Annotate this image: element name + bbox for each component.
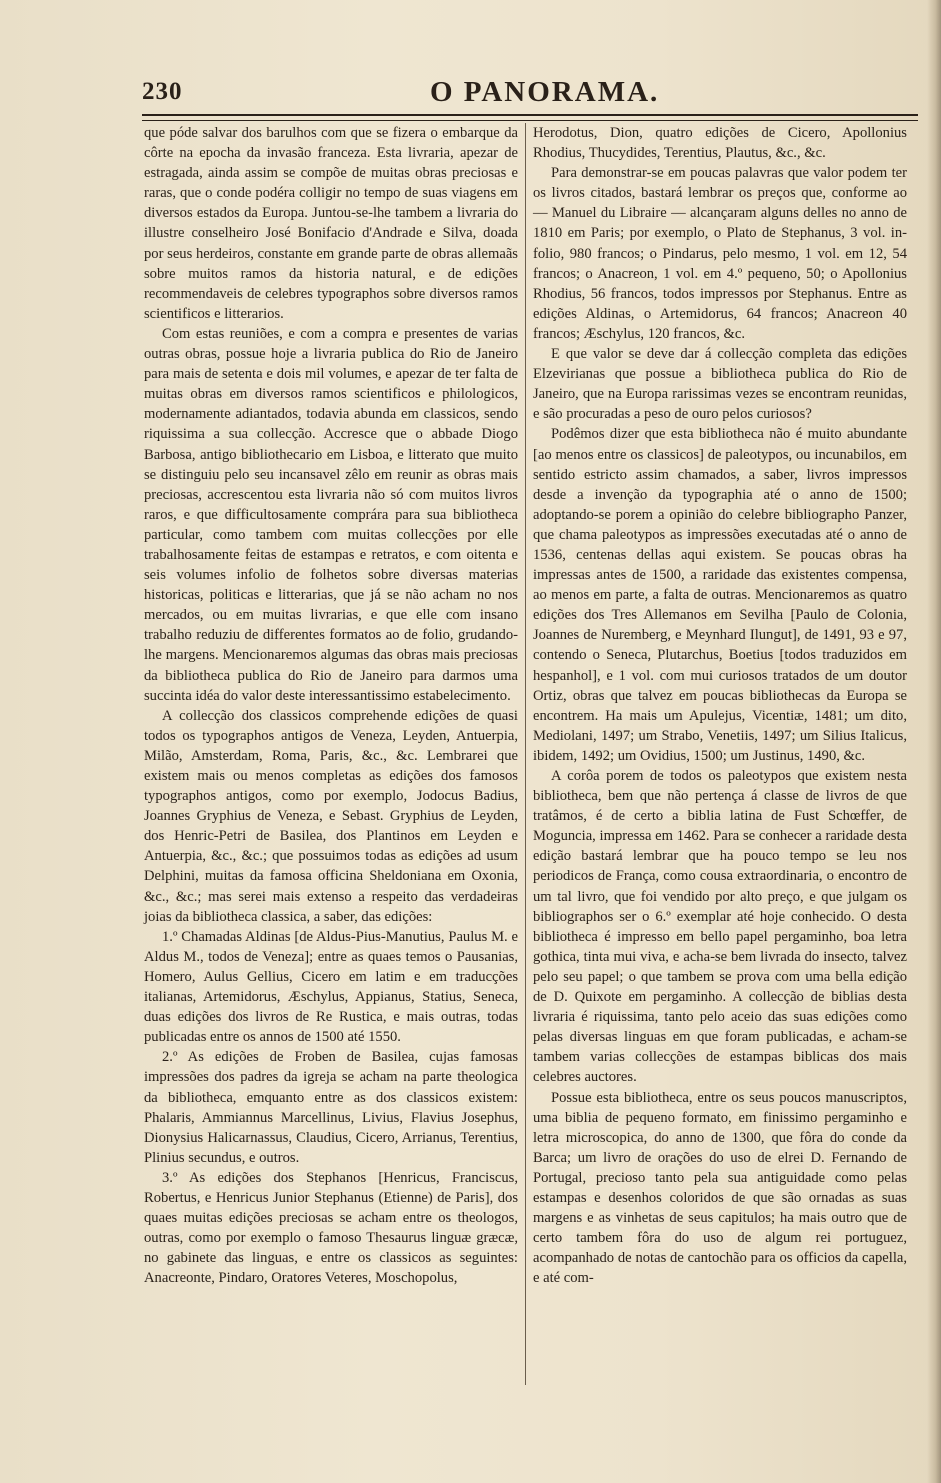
journal-title: O PANORAMA. — [430, 76, 660, 108]
page-edge-shadow — [927, 0, 941, 1483]
header-rule — [142, 114, 918, 121]
paragraph: Para demonstrar-se em poucas palavras que valor podem ter os livros citados, bastará lembrar os preços que, conforme ao — Manuel du Libraire — alcançaram alguns delles no anno de 1810 em Paris; por exemplo, o Plato de Stephanus, 3 vol. in-folio, 980 francos; o Pindarus, pelo mesmo, 1 vol. em 12, 54 francos; o Anacreon, 1 vol. em 4.º pequeno, 50; o Apollonius Rhodius, 56 francos, todos impressos por Stephanus. Entre as edições Aldinas, o Artemidorus, 64 francos; Anacreon 40 francos; Æschylus, 120 francos, &c. — [533, 165, 907, 342]
paragraph: que póde salvar dos barulhos com que se fizera o embarque da côrte na epocha da invasão franceza. Esta livraria, apezar de estragada, ainda assim se compõe de muitas obras preciosas e raras, que o conde podéra colligir no tempo de suas viagens em diversos estados da Europa. Juntou-se-lhe tambem a livraria do illustre conselheiro José Bonifacio d'Andrade e Silva, doada por seus herdeiros, constante em grande parte de obras allemaãs sobre muitos ramos da historia natural, e de edições recommendaveis de celebres typographos sobre diversos ramos scientificos e litterarios. — [144, 125, 518, 322]
paragraph: Podêmos dizer que esta bibliotheca não é muito abundante [ao menos entre os classicos] de paleotypos, ou incunabilos, em sentido estricto assim chamados, a saber, livros impressos desde a invenção da typographia até o anno de 1500; adoptando-se porem a opinião do celebre bibliographo Panzer, que chama paleotypos as impressões executadas até o anno de 1536, centenas dellas aqui existem. Se poucas obras ha impressas antes de 1500, a raridade das existentes compensa, ao menos em parte, a falta de outras. Mencionaremos as quatro edições dos Tres Allemanos em Sevilha [Paulo de Colonia, Joannes de Nuremberg, e Meynhard Ilungut], de 1491, 93 e 97, contendo o Seneca, Plutarchus, Boetius [todos traduzidos em hespanhol], e 1 vol. com mui curiosos tratados de um doutor Ortiz, obras que talvez em poucas bibliothecas da Europa se encontrem. Ha mais um Apulejus, Vicentiæ, 1481; um dito, Mediolani, 1497; um Strabo, Venetiis, 1497; um Silius Italicus, ibidem, 1492; um Ovidius, 1500; um Justinus, 1490, &c. — [533, 426, 907, 764]
right-column — [533, 123, 907, 1288]
paragraph: A corôa porem de todos os paleotypos que existem nesta bibliotheca, bem que não pertença á classe de livros de que tratâmos, é de certo a biblia latina de Fust Schœffer, de Moguncia, impressa em 1462. Para se conhecer a raridade desta edição bastará lembrar que ha pouco tempo se leu nos periodicos de França, como cousa extraordinaria, o encontro de um tal livro, que foi vendido por alto preço, e que julgam os bibliographos ser o 6.º exemplar até hoje conhecido. O desta bibliotheca é impresso em bello papel pergaminho, boa letra gothica, tinta mui viva, e acha-se bem livrada do insecto, talvez pelo seu papel; o que tambem se prova com uma bella edição de D. Quixote em pergaminho. A collecção de biblias desta livraria é riquissima, tanto pelo aceio das suas edições como pelas diversas linguas em que foram publicadas, e acham-se tambem varias collecções de estampas biblicas dos mais celebres auctores. — [533, 768, 907, 1086]
page-number: 230 — [142, 78, 183, 105]
paragraph: 2.º As edições de Froben de Basilea, cujas famosas impressões dos padres da igreja se acham na parte theologica da bibliotheca, emquanto entre as dos classicos existem: Phalaris, Ammiannus Marcellinus, Livius, Flavius Josephus, Dionysius Halicarnassus, Claudius, Cicero, Arrianus, Terentius, Plinius secundus, e outros. — [144, 1049, 518, 1166]
paragraph: E que valor se deve dar á collecção completa das edições Elzevirianas que possue a bibliotheca publica do Rio de Janeiro, que na Europa rarissimas vezes se encontram reunidas, e são procuradas a peso de ouro pelos curiosos? — [533, 346, 907, 423]
paragraph: Possue esta bibliotheca, entre os seus poucos manuscriptos, uma biblia de pequeno formato, em finissimo pergaminho e letra microscopica, do anno de 1300, que fôra do conde da Barca; um livro de orações do uso de elrei D. Fernando de Portugal, precioso tanto pela sua antiguidade como pelas estampas e desenhos coloridos de que são ornadas as suas margens e as vinhetas de seus capitulos; ha mais outro que de certo tambem fôra do uso de algum rei portuguez, acompanhado de notas de cantochão para os officios da capella, e até com- — [533, 1089, 907, 1287]
paragraph: A collecção dos classicos comprehende edições de quasi todos os typographos antigos de Veneza, Leyden, Antuerpia, Milão, Amsterdam, Roma, Paris, &c., &c. Lembrarei que existem mais ou menos completas as edições dos famosos typographos antigos, como por exemplo, Jodocus Badius, Joannes Gryphius de Veneza, e Sebast. Gryphius de Leyden, dos Henric-Petri de Basilea, dos Plantinos em Leyden e Antuerpia, &c., &c.; que possuimos todas as edições ad usum Delphini, muitas da famosa officina Sheldoniana em Oxonia, &c., &c.; mas serei mais extenso a respeito das verdadeiras joias da bibliotheca classica, a saber, das edições: — [144, 707, 518, 925]
paragraph: 1.º Chamadas Aldinas [de Aldus-Pius-Manutius, Paulus M. e Aldus M., todos de Veneza]; entre as quaes temos o Pausanias, Homero, Aulus Gellius, Cicero em latim e em traducções italianas, Artemidorus, Æschylus, Appianus, Statius, Seneca, duas edições dos livros de Re Rustica, e mais outras, todas publicadas entre os annos de 1500 até 1550. — [144, 928, 518, 1046]
paragraph: Com estas reuniões, e com a compra e presentes de varias outras obras, possue hoje a livraria publica do Rio de Janeiro para mais de setenta e dois mil volumes, e apezar de ter falta de muitas obras em diversos ramos scientificos e philologicos, modernamente adiantados, todavia abunda em classicos, sendo riquissima a sua collecção. Accresce que o abbade Diogo Barbosa, antigo bibliothecario em Lisboa, e litterato que muito se distinguiu pelo seu incansavel zêlo em reunir as obras mais preciosas, accrescentou esta livraria não só com muitos livros raros, e que difficultosamente comprára para sua bibliotheca particular, como tambem com muitas collecções por elle trabalhosamente feitas de estampas e retratos, e com oitenta e seis volumes infolio de folhetos sobre diversas materias historicas, politicas e litterarias, que já se não acham no nos mercados, ou em muitas livrarias, e que elle com insano trabalho reduziu de differentes formatos ao de folio, grudando-lhe margens. Mencionaremos algumas das obras mais preciosas da bibliotheca publica do Rio de Janeiro para darmos uma succinta idéa do valor deste interessantissimo estabelecimento. — [144, 325, 518, 704]
paragraph: 3.º As edições dos Stephanos [Henricus, Franciscus, Robertus, e Henricus Junior Stephanus (Etienne) de Paris], dos quaes muitas edições preciosas se acham entre os theologos, outras, como por exemplo o famoso Thesaurus linguæ græcæ, no gabinete das linguas, e entre os classicos as seguintes: Anacreonte, Pindaro, Oratores Veteres, Moschopolus, — [144, 1169, 518, 1287]
left-column — [144, 123, 518, 1288]
paragraph: Herodotus, Dion, quatro edições de Cicero, Apollonius Rhodius, Thucydides, Terentius, Plautus, &c., &c. — [533, 125, 907, 162]
page-header — [142, 76, 918, 110]
column-divider — [525, 123, 526, 1385]
